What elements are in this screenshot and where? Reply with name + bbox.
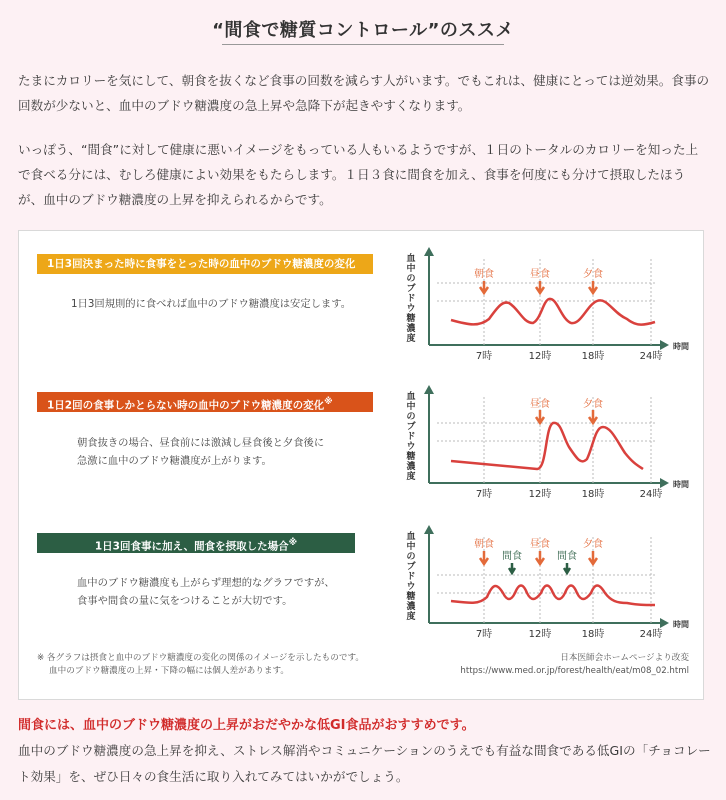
tick-label: 12時 bbox=[528, 629, 552, 640]
meal-label-breakfast: 朝食 bbox=[474, 269, 494, 280]
meal-label-dinner: 夕食 bbox=[583, 269, 603, 280]
section-banner-with-snacks bbox=[37, 533, 355, 553]
page-title: “間食で糖質コントロール”のススメ bbox=[212, 20, 514, 41]
meal-arrow-icon bbox=[480, 551, 488, 564]
tick-label: 7時 bbox=[475, 629, 493, 640]
svg-text:血中のブドウ糖濃度: 血中のブドウ糖濃度 bbox=[406, 254, 416, 344]
meal-label-dinner: 夕食 bbox=[583, 539, 603, 550]
glucose-chart-3meals bbox=[399, 239, 699, 374]
footnote-line: ※ 各グラフは摂食と血中のブドウ糖濃度の変化の関係のイメージを示したものです。 bbox=[37, 653, 364, 663]
tick-label: 7時 bbox=[475, 351, 493, 362]
section-banner-3meals bbox=[37, 254, 373, 289]
x-axis-label: 時間 bbox=[673, 480, 689, 489]
y-axis-label bbox=[405, 252, 416, 344]
glucose-curve bbox=[451, 423, 643, 469]
banner-text: 1日3回決まった時に食事をとった時の血中のブドウ糖濃度の変化 bbox=[47, 258, 356, 270]
meal-arrow-icon bbox=[589, 410, 597, 423]
glucose-curve bbox=[451, 586, 655, 606]
banner-mark: ※ bbox=[324, 397, 333, 407]
glucose-chart-2meals bbox=[399, 377, 699, 512]
x-axis-arrow-icon bbox=[660, 340, 669, 350]
meal-arrow-icon bbox=[536, 410, 544, 423]
y-axis-arrow-icon bbox=[424, 525, 434, 534]
meal-label-dinner: 夕食 bbox=[583, 399, 603, 410]
y-axis-label bbox=[405, 390, 416, 482]
section-description-2meals bbox=[77, 434, 324, 470]
intro-paragraph: たまにカロリーを気にして、朝食を抜くなど食事の回数を減らす人がいます。でもこれは、健康にとっては逆効果。食事の回数が少ないと、血中のブドウ糖濃度の急上昇や急降下が起きやすくなります。 bbox=[18, 73, 710, 113]
description-line: 朝食抜きの場合、昼食前には激減し昼食後と夕食後に bbox=[77, 437, 325, 449]
figure-footnote bbox=[37, 652, 364, 678]
snack-arrow-icon bbox=[509, 563, 515, 573]
banner-mark: ※ bbox=[288, 538, 298, 548]
y-axis-arrow-icon bbox=[424, 247, 434, 256]
glucose-curve bbox=[451, 299, 655, 325]
recommendation-heading: 間食には、血中のブドウ糖濃度の上昇がおだやかな低GI食品がおすすめです。 bbox=[18, 718, 475, 733]
tick-label: 7時 bbox=[475, 489, 493, 500]
x-axis-label: 時間 bbox=[673, 620, 689, 629]
tick-label: 24時 bbox=[639, 351, 663, 362]
description-line: 食事や間食の量に気をつけることが大切です。 bbox=[77, 595, 293, 607]
meal-label-lunch: 昼食 bbox=[530, 269, 550, 280]
tick-label: 18時 bbox=[581, 629, 605, 640]
meal-label-lunch: 昼食 bbox=[530, 539, 550, 550]
x-axis-arrow-icon bbox=[660, 618, 669, 628]
x-axis-arrow-icon bbox=[660, 478, 669, 488]
meal-arrow-icon bbox=[589, 551, 597, 564]
description-line: 血中のブドウ糖濃度も上がらず理想的なグラフですが、 bbox=[77, 577, 335, 589]
x-axis-label: 時間 bbox=[673, 342, 689, 351]
source-credit: 日本医師会ホームページより改変 bbox=[560, 653, 689, 663]
meal-arrow-icon bbox=[536, 551, 544, 564]
section-banner-2meals bbox=[37, 392, 373, 412]
y-axis-label bbox=[405, 530, 416, 622]
description-line: 急激に血中のブドウ糖濃度が上がります。 bbox=[77, 455, 272, 467]
banner-text: 1日3回食事に加え、間食を摂取した場合 bbox=[94, 540, 289, 553]
tick-label: 18時 bbox=[581, 489, 605, 500]
svg-text:血中のブドウ糖濃度: 血中のブドウ糖濃度 bbox=[406, 392, 416, 482]
y-axis-arrow-icon bbox=[424, 385, 434, 394]
svg-text:血中のブドウ糖濃度: 血中のブドウ糖濃度 bbox=[406, 532, 416, 622]
glucose-chart-with-snacks bbox=[399, 517, 699, 652]
snack-arrow-icon bbox=[564, 563, 570, 573]
figure-source bbox=[460, 652, 689, 678]
recommendation-body: 血中のブドウ糖濃度の急上昇を抑え、ストレス解消やコミュニケーションのうえでも有益な間食である低GIの「チョコレート効果」を、ぜひ日々の食生活に取り入れてみてはいかがでしょう。 bbox=[18, 743, 711, 784]
snack-paragraph: いっぽう、“間食”に対して健康に悪いイメージをもっている人もいるようですが、１日のトータルのカロリーを知った上で食べる分には、むしろ健康によい効果をもたらします。１日３食に間食を加え、食事を何度にも分けて摂取したほうが、血中のブドウ糖濃度の上昇を抑えられるからです。 bbox=[18, 142, 699, 207]
banner-mark: ※ bbox=[47, 279, 56, 289]
tick-label: 24時 bbox=[639, 489, 663, 500]
tick-label: 18時 bbox=[581, 351, 605, 362]
meal-label-lunch: 昼食 bbox=[530, 399, 550, 410]
footnote-line: 血中のブドウ糖濃度の上昇・下降の幅には個人差があります。 bbox=[49, 666, 289, 676]
tick-label: 12時 bbox=[528, 489, 552, 500]
source-url: https://www.med.or.jp/forest/health/eat/m08_02.html bbox=[460, 666, 689, 676]
banner-text: 1日2回の食事しかとらない時の血中のブドウ糖濃度の変化 bbox=[47, 399, 325, 412]
snack-label: 間食 bbox=[557, 551, 577, 562]
section-description-3meals bbox=[71, 295, 351, 313]
snack-label: 間食 bbox=[502, 551, 522, 562]
section-description-snacks bbox=[77, 574, 335, 610]
glucose-figure bbox=[18, 230, 704, 700]
tick-label: 12時 bbox=[528, 351, 552, 362]
meal-label-breakfast: 朝食 bbox=[474, 539, 494, 550]
description-line: 1日3回規則的に食べれば血中のブドウ糖濃度は安定します。 bbox=[71, 298, 351, 310]
tick-label: 24時 bbox=[639, 629, 663, 640]
title-underline bbox=[222, 44, 504, 45]
